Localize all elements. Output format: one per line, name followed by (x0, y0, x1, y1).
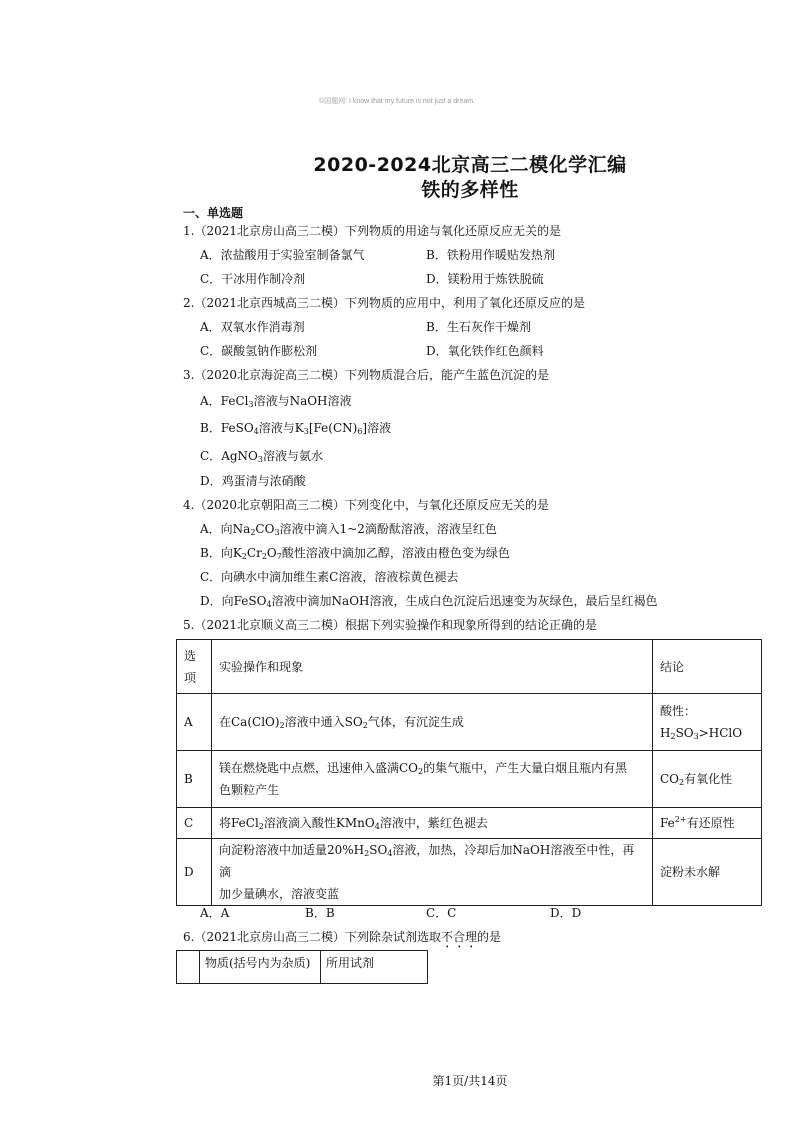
question-3-option-b (200, 419, 391, 436)
question-2-stem: 2.（2021北京西城高三二模）下列物质的应用中，利用了氧化还原反应的是 (183, 296, 585, 310)
table-row (177, 751, 762, 808)
option-text: 溶液中滴入1~2滴酚酞溶液，溶液呈红色 (279, 522, 497, 536)
question-1-option-c: C．干冰用作制冷剂 (200, 272, 306, 286)
cell-text: 溶液中通入SO (284, 715, 363, 729)
subscript: 3 (257, 455, 263, 464)
cell-text: H (660, 726, 671, 740)
question-1-option-a: A．浓盐酸用于实验室制备氯气 (200, 248, 365, 262)
cell-text: 溶液，加热，冷却后加NaOH溶液至中性，再滴 (219, 843, 635, 879)
table-cell (212, 808, 653, 839)
table-cell: D (177, 839, 212, 906)
question-3-option-c (200, 447, 323, 464)
cell-text: 有氧化性 (684, 772, 733, 786)
subscript: 3 (274, 528, 280, 537)
table-cell: 物质(括号内为杂质) (200, 951, 321, 984)
option-text: 溶液中滴加NaOH溶液，生成白色沉淀后迅速变为灰绿色，最后呈红褐色 (271, 594, 658, 608)
cell-text: 溶液中，紫红色褪去 (379, 816, 488, 830)
cell-text: 将FeCl (219, 816, 259, 830)
formula: FeSO (220, 421, 254, 435)
table-header-row (177, 640, 762, 694)
formula: O (266, 546, 277, 560)
cell-text: SO (369, 843, 388, 857)
table-cell (177, 640, 212, 694)
question-3-option-d: D．鸡蛋清与浓硝酸 (200, 474, 306, 488)
question-5-option-d: D．D (550, 906, 582, 920)
subscript: 2 (250, 528, 256, 537)
question-4-option-d (200, 592, 658, 609)
table-header-row (177, 951, 428, 984)
question-1-stem: 1.（2021北京房山高三二模）下列物质的用途与氧化还原反应无关的是 (183, 224, 561, 238)
table-cell: 所用试剂 (321, 951, 428, 984)
table-cell (177, 951, 200, 984)
formula: FeCl (220, 394, 249, 408)
cell-text: 有还原性 (686, 816, 735, 830)
table-cell: A (177, 694, 212, 751)
stem-text: 的是 (477, 930, 502, 944)
option-text: B．向K (200, 546, 242, 560)
cell-text: 的集气瓶中，产生大量白烟且瓶内有黑 (423, 761, 628, 775)
table-cell: B (177, 751, 212, 808)
question-1-option-d: D．镁粉用于炼铁脱硫 (426, 272, 544, 286)
question-5-table (176, 639, 762, 906)
document-subtitle: 铁的多样性 (421, 179, 519, 201)
subscript: 2 (241, 552, 247, 561)
subscript: 3 (248, 400, 254, 409)
superscript: 2+ (674, 815, 687, 824)
table-cell (653, 751, 762, 808)
cell-text: 溶液滴入酸性KMnO (263, 816, 375, 830)
cell-text: CO (660, 772, 680, 786)
question-3-stem: 3.（2020北京海淀高三二模）下列物质混合后，能产生蓝色沉淀的是 (183, 368, 549, 382)
question-4-option-c: C．向碘水中滴加维生素C溶液，溶液棕黄色褪去 (200, 570, 459, 584)
cell-text: 色颗粒产生 (219, 783, 280, 797)
page-number: 第1页/共14页 (432, 1074, 508, 1088)
subscript: 4 (387, 849, 393, 858)
subscript: 4 (374, 822, 380, 831)
table-cell: 淀粉未水解 (653, 839, 762, 906)
subscript: 3 (303, 427, 309, 436)
option-label: C． (200, 449, 222, 463)
subscript: 2 (418, 767, 424, 776)
table-cell: C (177, 808, 212, 839)
question-6-table (176, 950, 428, 984)
cell-text: 镁在燃烧匙中点燃，迅速伸入盛满CO (219, 761, 419, 775)
formula: Cr (246, 546, 262, 560)
header-option: 项 (184, 670, 197, 685)
subscript: 6 (357, 427, 363, 436)
cell-text: 在Ca(ClO) (219, 715, 280, 729)
table-cell (653, 694, 762, 751)
table-cell (212, 694, 653, 751)
formula: [Fe(CN) (308, 421, 358, 435)
table-row (177, 694, 762, 751)
subscript: 2 (364, 849, 370, 858)
question-4-stem: 4.（2020北京朝阳高三二模）下列变化中，与氧化还原反应无关的是 (183, 498, 549, 512)
cell-text: >HClO (698, 726, 743, 740)
subscript: 7 (276, 552, 282, 561)
subscript: 2 (279, 721, 285, 730)
subscript: 2 (362, 721, 368, 730)
cell-text: SO (675, 726, 694, 740)
table-cell (212, 839, 653, 906)
option-label: B． (200, 421, 221, 435)
question-5-option-b: B．B (305, 906, 335, 920)
option-text: A．向Na (200, 522, 251, 536)
cell-text: 向淀粉溶液中加适量20%H (219, 843, 365, 857)
cell-text: 酸性： (660, 704, 697, 718)
subscript: 2 (258, 822, 264, 831)
table-cell: 实验操作和现象 (212, 640, 653, 694)
option-text: 酸性溶液中滴加乙醇，溶液由橙色变为绿色 (281, 546, 510, 560)
formula: CO (255, 522, 275, 536)
option-text: D．向FeSO (200, 594, 267, 608)
subscript: 4 (253, 427, 259, 436)
option-text: 溶液与NaOH溶液 (253, 394, 352, 408)
question-2-option-b: B．生石灰作干燥剂 (426, 320, 531, 334)
formula: ] (362, 421, 368, 435)
question-2-option-c: C．碳酸氢钠作膨松剂 (200, 344, 318, 358)
subscript: 4 (266, 600, 272, 609)
table-cell: 结论 (653, 640, 762, 694)
question-4-option-a (200, 520, 497, 537)
question-2-option-d: D．氧化铁作红色颜料 (426, 344, 544, 358)
table-row (177, 839, 762, 906)
question-5-stem: 5.（2021北京顺义高三二模）根据下列实验操作和现象所得到的结论正确的是 (183, 618, 597, 632)
question-6-stem (183, 928, 501, 951)
option-text: 溶液与K (258, 421, 304, 435)
subscript: 2 (261, 552, 267, 561)
question-1-option-b: B．铁粉用作暖贴发热剂 (426, 248, 555, 262)
cell-text: 气体，有沉淀生成 (367, 715, 464, 729)
header-option: 选 (184, 648, 197, 663)
stem-text: 6.（2021北京房山高三二模）下列除杂试剂选取 (183, 930, 441, 944)
table-row (177, 808, 762, 839)
watermark: ©国题网: I know that my future is not just a dream. (318, 98, 476, 105)
section-heading: 一、单选题 (183, 206, 244, 220)
emphasized-text: 不合理 (441, 930, 478, 944)
document-title: 2020-2024北京高三二模化学汇编 (313, 154, 627, 176)
subscript: 2 (670, 732, 676, 741)
option-text: 溶液与氨水 (262, 449, 323, 463)
question-5-option-a: A．A (200, 906, 230, 920)
question-4-option-b (200, 544, 510, 561)
question-2-option-a: A．双氧水作消毒剂 (200, 320, 305, 334)
formula: AgNO (221, 449, 258, 463)
question-5-option-c: C．C (426, 906, 457, 920)
option-label: A． (200, 394, 221, 408)
table-cell (653, 808, 762, 839)
subscript: 3 (693, 732, 699, 741)
cell-text: Fe (660, 816, 675, 830)
table-cell (212, 751, 653, 808)
cell-text: 加少量碘水，溶液变蓝 (219, 887, 340, 901)
subscript: 2 (679, 778, 685, 787)
option-text: 溶液 (367, 421, 392, 435)
question-3-option-a (200, 392, 352, 409)
